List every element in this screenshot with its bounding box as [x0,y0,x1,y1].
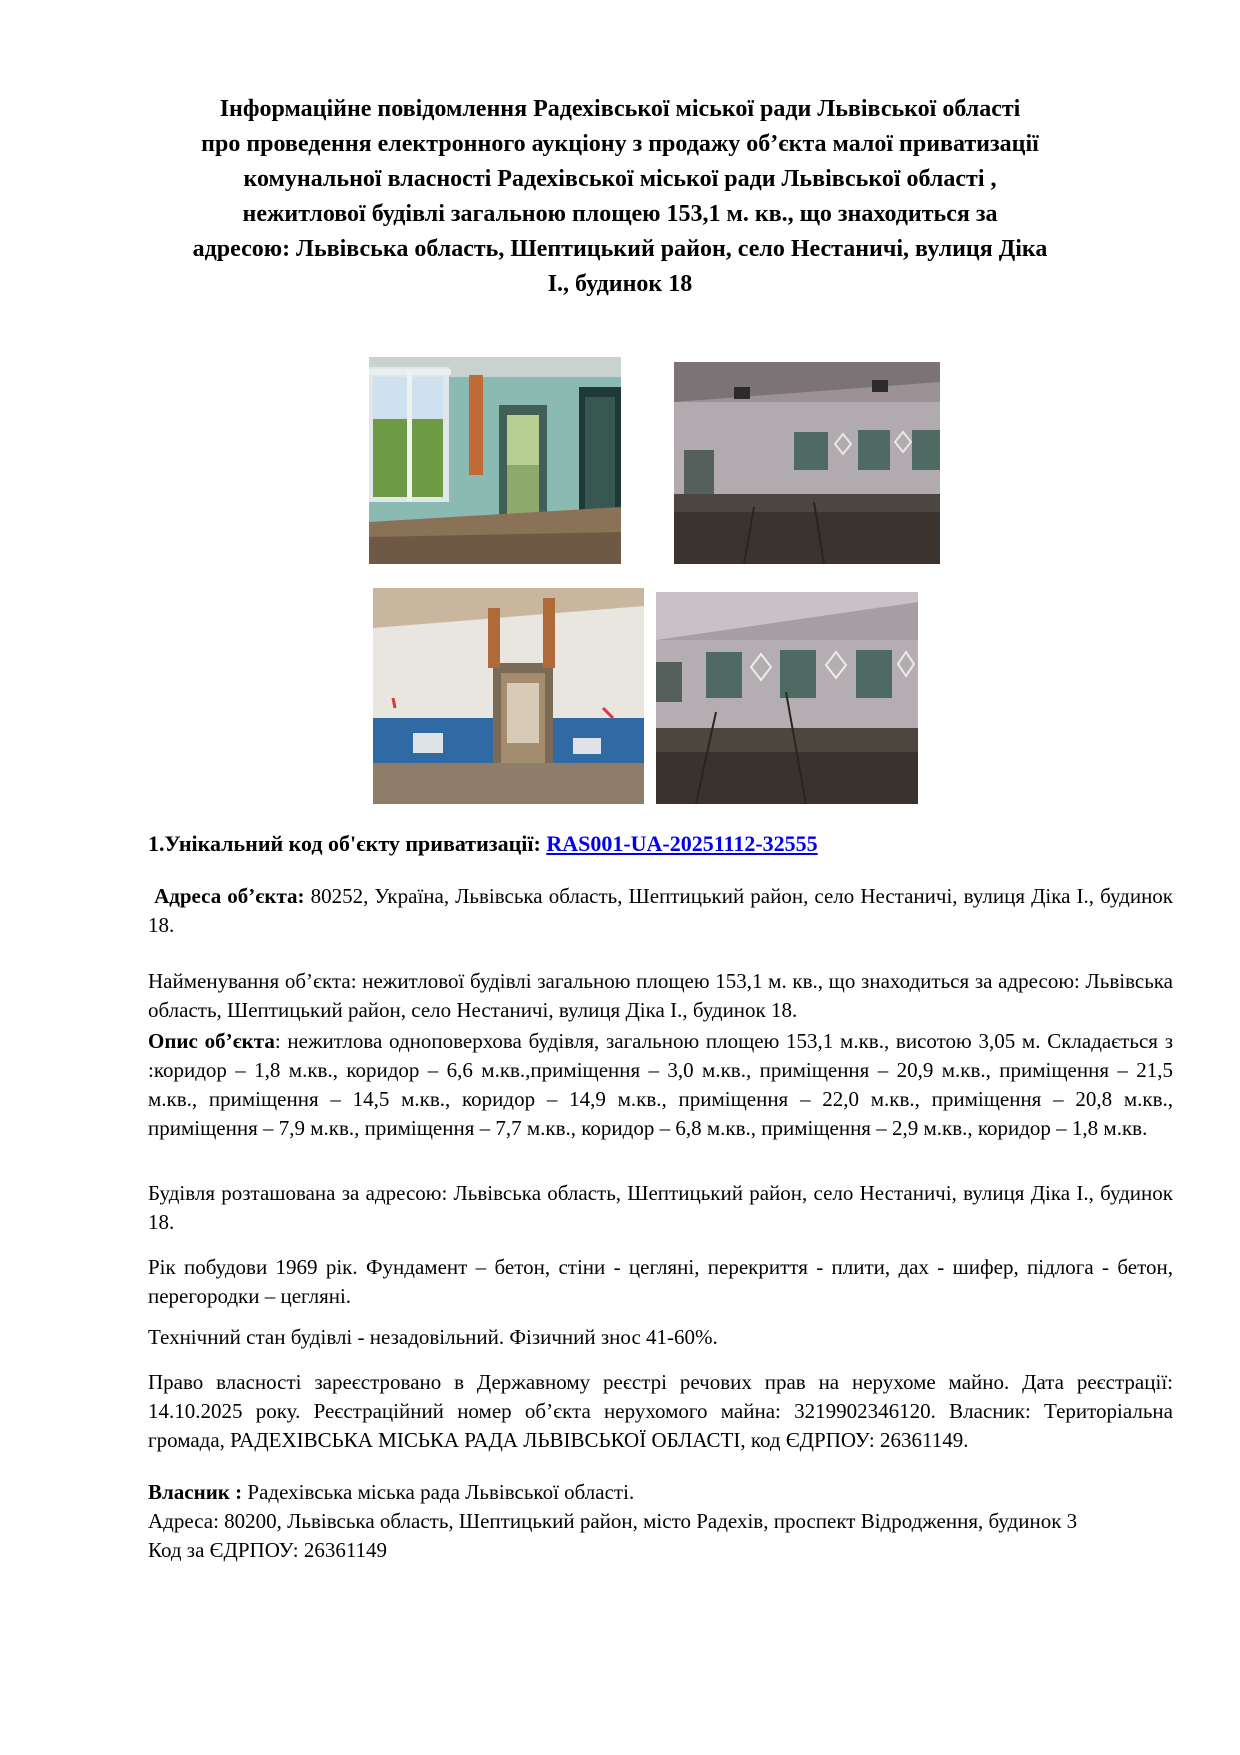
privatization-code-link[interactable]: RAS001-UA-20251112-32555 [546,831,818,856]
title-line: І., будинок 18 [547,271,693,297]
document-title [150,92,1090,302]
title-line: Інформаційне повідомлення Радехівської міської ради Львівської області [219,96,1021,122]
object-condition: Технічний стан будівлі - незадовільний. Фізичний знос 41-60%. [148,1325,718,1349]
object-address [148,882,1173,940]
owner-name: Радехівська міська рада Львівської області. [242,1480,635,1504]
address-label: Адреса об’єкта: [154,884,305,908]
code-label: 1.Унікальний код об'єкту приватизації: [148,831,547,856]
owner-code: Код за ЄДРПОУ: 26361149 [148,1538,388,1562]
owner-address: Адреса: 80200, Львівська область, Шептицький район, місто Радехів, проспект Відродження, будинок 3 [148,1509,1078,1533]
photo-interior-window [369,357,621,564]
owner-label: Власник : [148,1480,243,1504]
photo-interior-blue-wall [373,588,644,804]
owner-line [148,1478,1173,1507]
object-name: Найменування об’єкта: нежитлової будівлі загальною площею 153,1 м. кв., що знаходиться за адресою: Львівська область, Шептицький район, село Нестаничі, вулиця Діка І., будинок 18. [148,969,1173,1022]
title-line: про проведення електронного аукціону з продажу об’єкта малої приватизації [201,131,1039,157]
description-text: : нежитлова одноповерхова будівля, загальною площею 153,1 м.кв., висотою 3,05 м. Складається з :коридор – 1,8 м.кв., коридор – 6,6 м.кв.,приміщення – 3,0 м.кв., приміщення – 20,9 м.кв., приміщення – 21,5 м.кв., приміщення – 14,5 м.кв., коридор – 14,9 м.кв., приміщення – 22,0 м.кв., приміщення – 20,8 м.кв., приміщення – 7,9 м.кв., приміщення – 7,7 м.кв., коридор – 6,8 м.кв., приміщення – 2,9 м.кв., коридор – 1,8 м.кв. [148,1029,1173,1140]
object-construction: Рік побудови 1969 рік. Фундамент – бетон, стіни - цегляні, перекриття - плити, дах - шифер, підлога - бетон, перегородки – цегляні. [148,1255,1173,1308]
object-description [148,1027,1173,1143]
privatization-code [148,829,1173,858]
description-label: Опис об’єкта [148,1029,275,1053]
title-line: комунальної власності Радехівської міської ради Львівської області , [243,166,997,192]
title-line: адресою: Львівська область, Шептицький район, село Нестаничі, вулиця Діка [192,236,1048,262]
photo-building-facade [656,592,918,804]
ownership-registration: Право власності зареєстровано в Державному реєстрі речових прав на нерухоме майно. Дата реєстрації: 14.10.2025 року. Реєстраційний номер об’єкта нерухомого майна: 3219902346120. Власник: Територіальна громада, РАДЕХІВСЬКА МІСЬКА РАДА ЛЬВІВСЬКОЇ ОБЛАСТІ, код ЄДРПОУ: 26361149. [148,1370,1173,1452]
photo-building-exterior [674,362,940,564]
owner-block [148,1478,1173,1565]
title-line: нежитлової будівлі загальною площею 153,1 м. кв., що знаходиться за [242,201,998,227]
address-text: 80252, Україна, Львівська область, Шептицький район, село Нестаничі, вулиця Діка І., будинок 18. [148,884,1174,937]
object-location: Будівля розташована за адресою: Львівська область, Шептицький район, село Нестаничі, вулиця Діка І., будинок 18. [148,1181,1173,1234]
